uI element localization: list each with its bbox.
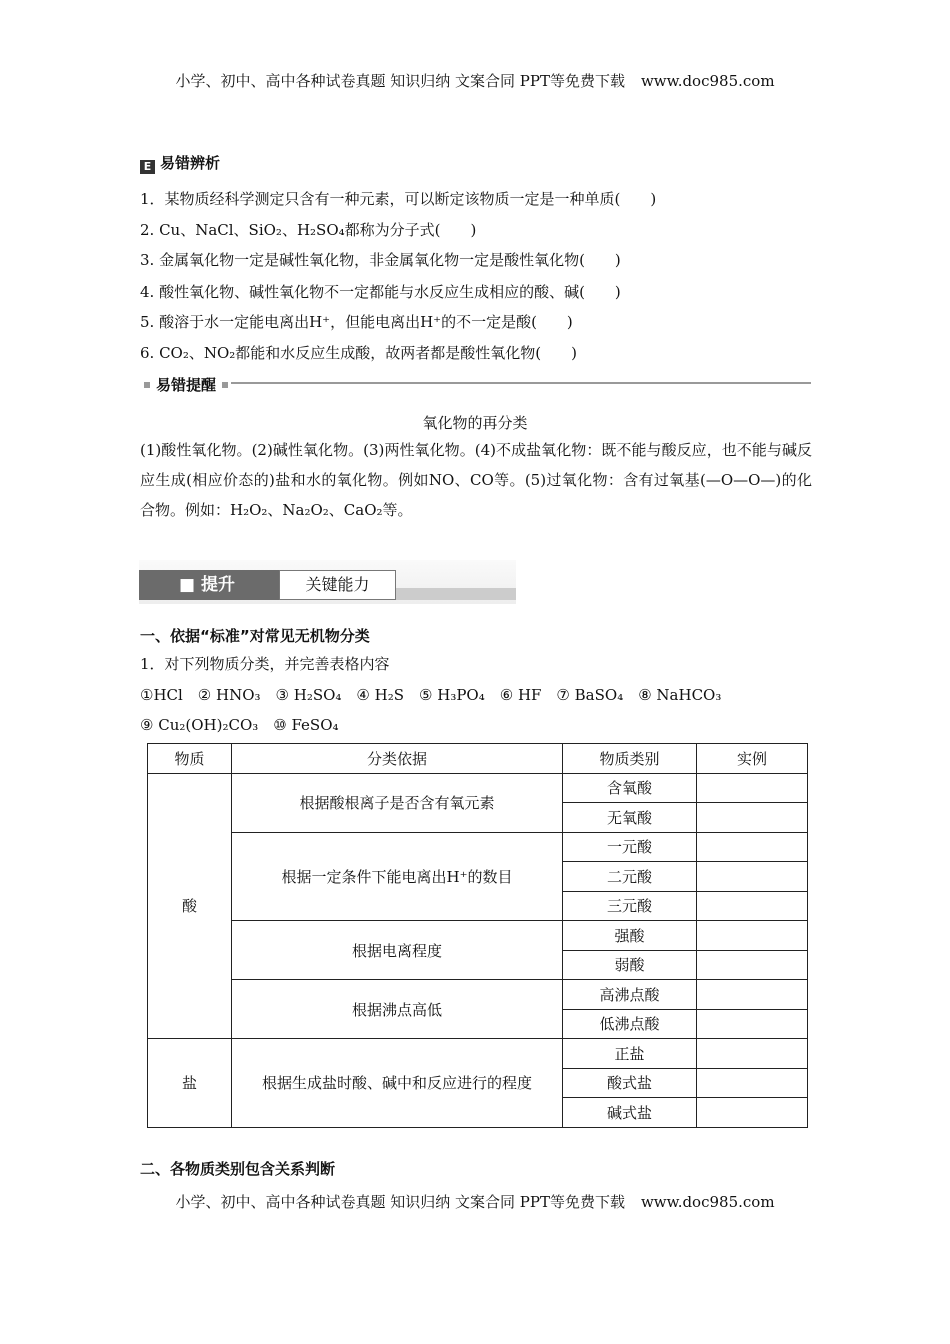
reminder-paragraph: (1)酸性氧化物。(2)碱性氧化物。(3)两性氧化物。(4)不成盐氧化物：既不能与酸反应，也不能与碱反应生成(相应价态的)盐和水的氧化物。例如NO、CO等。(5)过氧化物：含有过氧基(—O—O—)的化合物。例如：H₂O₂、Na₂O₂、CaO₂等。 — [140, 441, 812, 519]
example-input-cell[interactable] — [697, 832, 808, 862]
list-item: 3. 金属氧化物一定是碱性氧化物，非金属氧化物一定是酸性氧化物( ) — [140, 251, 621, 269]
category-cell: 弱酸 — [563, 950, 697, 980]
example-input-cell[interactable] — [697, 803, 808, 833]
example-input-cell[interactable] — [697, 773, 808, 803]
section-title-error-analysis — [140, 152, 220, 174]
category-cell: 一元酸 — [563, 832, 697, 862]
reminder-title-text: 易错提醒 — [156, 376, 217, 394]
category-cell: 酸式盐 — [563, 1068, 697, 1098]
table-row — [148, 832, 808, 862]
header-text: 小学、初中、高中各种试卷真题 知识归纳 文案合同 PPT等免费下载 — [175, 72, 625, 90]
substance-cell: 盐 — [148, 1039, 232, 1128]
example-input-cell[interactable] — [697, 862, 808, 892]
page-footer — [0, 1191, 950, 1212]
category-cell: 含氧酸 — [563, 773, 697, 803]
table-header-cell: 物质 — [148, 744, 232, 774]
basis-cell: 根据沸点高低 — [232, 980, 563, 1039]
list-item: 2. Cu、NaCl、SiO₂、H₂SO₄都称为分子式( ) — [140, 221, 477, 239]
table-row — [148, 980, 808, 1010]
category-cell: 碱式盐 — [563, 1098, 697, 1128]
table-row — [148, 1039, 808, 1069]
substance-list-2: ⑨ Cu₂(OH)₂CO₃ ⑩ FeSO₄ — [140, 716, 339, 734]
example-input-cell[interactable] — [697, 1009, 808, 1039]
basis-cell: 根据生成盐时酸、碱中和反应进行的程度 — [232, 1039, 563, 1128]
banner-left: ■ 提升 — [139, 570, 279, 600]
category-cell: 三元酸 — [563, 891, 697, 921]
substance-list-1: ①HCl ② HNO₃ ③ H₂SO₄ ④ H₂S ⑤ H₃PO₄ ⑥ HF ⑦ BaSO₄ ⑧ NaHCO₃ — [140, 686, 722, 704]
part2-heading: 二、各物质类别包含关系判断 — [140, 1160, 336, 1178]
classification-table — [147, 743, 808, 1128]
banner-right: 关键能力 — [279, 570, 396, 600]
section-banner — [139, 560, 516, 604]
table-row — [148, 773, 808, 803]
section-title-text: 易错辨析 — [160, 154, 221, 172]
reminder-subtitle: 氧化物的再分类 — [422, 414, 528, 432]
example-input-cell[interactable] — [697, 980, 808, 1010]
header-site[interactable]: www.doc985.com — [640, 72, 775, 90]
substance-cell: 酸 — [148, 773, 232, 1039]
page-header — [0, 70, 950, 91]
example-input-cell[interactable] — [697, 1039, 808, 1069]
table-header-cell: 分类依据 — [232, 744, 563, 774]
list-item: 1．某物质经科学测定只含有一种元素，可以断定该物质一定是一种单质( ) — [140, 190, 657, 208]
divider — [231, 382, 811, 384]
table-row — [148, 921, 808, 951]
example-input-cell[interactable] — [697, 891, 808, 921]
list-item: 4. 酸性氧化物、碱性氧化物不一定都能与水反应生成相应的酸、碱( ) — [140, 283, 621, 301]
banner-strip — [396, 588, 516, 600]
square-bullet-icon — [144, 382, 150, 388]
part1-heading: 一、依据“标准”对常见无机物分类 — [140, 627, 370, 645]
table-header-row — [148, 744, 808, 774]
category-cell: 强酸 — [563, 921, 697, 951]
example-input-cell[interactable] — [697, 950, 808, 980]
category-cell: 无氧酸 — [563, 803, 697, 833]
example-input-cell[interactable] — [697, 921, 808, 951]
table-header-cell: 物质类别 — [563, 744, 697, 774]
footer-text: 小学、初中、高中各种试卷真题 知识归纳 文案合同 PPT等免费下载 — [175, 1193, 625, 1211]
category-cell: 正盐 — [563, 1039, 697, 1069]
category-cell: 高沸点酸 — [563, 980, 697, 1010]
example-input-cell[interactable] — [697, 1098, 808, 1128]
list-item: 6. CO₂、NO₂都能和水反应生成酸，故两者都是酸性氧化物( ) — [140, 344, 578, 362]
table-header-cell: 实例 — [697, 744, 808, 774]
section-e-icon: E — [140, 160, 155, 174]
basis-cell: 根据电离程度 — [232, 921, 563, 980]
question-text: 1．对下列物质分类，并完善表格内容 — [140, 655, 390, 673]
reminder-title — [138, 374, 234, 395]
example-input-cell[interactable] — [697, 1068, 808, 1098]
basis-cell: 根据一定条件下能电离出H⁺的数目 — [232, 832, 563, 921]
footer-site[interactable]: www.doc985.com — [640, 1193, 775, 1211]
category-cell: 二元酸 — [563, 862, 697, 892]
basis-cell: 根据酸根离子是否含有氧元素 — [232, 773, 563, 832]
banner-left-text: 提升 — [200, 575, 235, 595]
category-cell: 低沸点酸 — [563, 1009, 697, 1039]
square-bullet-icon — [222, 382, 228, 388]
list-item: 5. 酸溶于水一定能电离出H⁺，但能电离出H⁺的不一定是酸( ) — [140, 313, 573, 331]
